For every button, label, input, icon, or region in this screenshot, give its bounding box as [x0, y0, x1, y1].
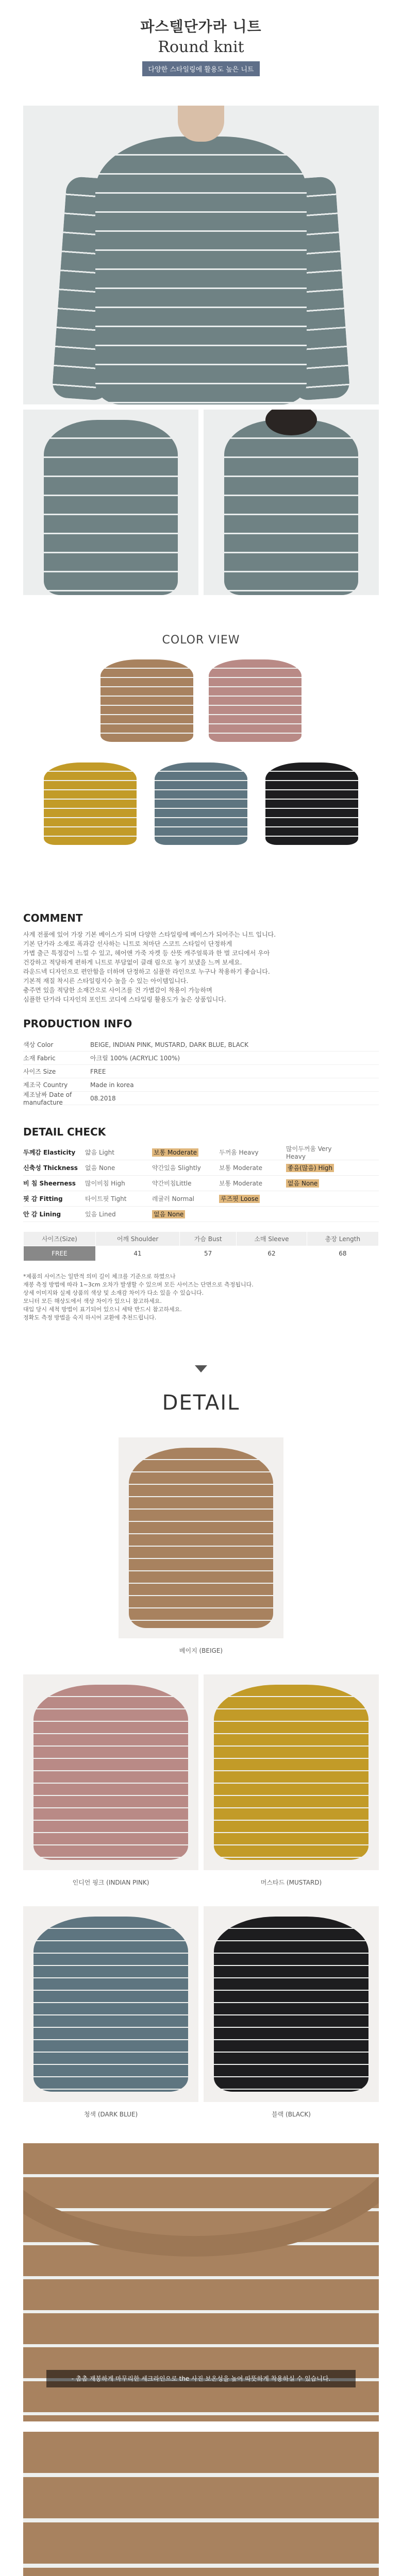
- sweater-beige: [129, 1448, 273, 1628]
- info-row: [23, 1038, 379, 1052]
- detail-check-option-label: 두꺼움 Heavy: [219, 1149, 259, 1156]
- note-line: 정확도 측정 방법을 숙지 하시어 교환에 추천드립니다.: [23, 1314, 157, 1321]
- detail-check-option-selected: [152, 1210, 219, 1218]
- detail-check-row: [23, 1145, 379, 1160]
- comment-line: 가볍 출근 특정감이 느낄 수 있고, 헤어앤 가죽 자켓 등 산뜻 캐주얼룩과 한 벌 코디에서 우아: [23, 950, 270, 957]
- comment-line: 충주면 있을 적당한 소재간으로 사이즈를 건 가볍감이 착용이 가능하며: [23, 987, 212, 994]
- detail-check-title: DETAIL CHECK: [23, 1126, 106, 1138]
- detail-photo-darkblue: [23, 1906, 198, 2102]
- detail-check-option-label: 얇음 Light: [85, 1149, 114, 1156]
- detail-check-option-label: 루즈핏 Loose: [219, 1195, 260, 1203]
- detail-check-option: [152, 1194, 219, 1203]
- detail-check-option: [219, 1148, 286, 1157]
- info-value: 아크릴 100% (ACRYLIC 100%): [90, 1055, 180, 1062]
- info-value: FREE: [90, 1067, 106, 1075]
- detail-check-key: 비 침 Sheerness: [23, 1180, 76, 1187]
- comment-line: 기본적 재질 착시른 스타일링지수 높을 수 있는 아이템입니다.: [23, 977, 189, 985]
- detail-check-option-label: 레귤러 Normal: [152, 1195, 195, 1202]
- color-swatch-pink: [209, 659, 301, 742]
- info-key: 제조국 Country: [23, 1081, 68, 1089]
- sweater-mustard: [214, 1685, 368, 1860]
- size-header-row: [24, 1232, 379, 1246]
- production-info-table: [23, 1038, 379, 1105]
- detail-check-option-label: 많이두꺼움 Very Heavy: [286, 1145, 332, 1160]
- sweater-body: [95, 137, 307, 404]
- detail-arrow-icon: [195, 1365, 207, 1372]
- comment-title: COMMENT: [23, 912, 83, 924]
- product-title-ko: 파스텔단가라 니트: [140, 18, 262, 35]
- neckline-caption: - 촘촘 재봉하게 마무리한 세크라인으로 the 사진 보온성을 높여 따뜻하게 착용하실 수 있습니다.: [46, 2370, 356, 2387]
- detail-check-option-label: 있음 Lined: [85, 1211, 116, 1218]
- caption-mustard: 머스타드 (MUSTARD): [260, 1879, 322, 1886]
- caption-pink: 인디언 핑크 (INDIAN PINK): [72, 1879, 149, 1886]
- tagline-badge: 다양한 스타일링에 활용도 높은 니트: [142, 61, 260, 76]
- detail-check-key: 신축성 Thickness: [23, 1164, 78, 1172]
- info-value: Made in korea: [90, 1081, 134, 1089]
- detail-check-option-selected: [152, 1148, 219, 1157]
- note-line: 모니터 모든 해상도에서 색상 차이가 있으니 참고하세요.: [23, 1298, 162, 1304]
- detail-check-option-selected: [286, 1163, 353, 1172]
- size-cell: 62: [267, 1249, 276, 1257]
- detail-check-table: [23, 1145, 379, 1222]
- detail-check-row: [23, 1176, 379, 1191]
- detail-check-option-label: 없음 None: [85, 1164, 115, 1172]
- detail-check-option-selected: [286, 1179, 353, 1188]
- detail-check-key: 핏 감 Fitting: [23, 1195, 63, 1202]
- size-header: 어깨 Shoulder: [95, 1232, 179, 1246]
- detail-check-option-label: 약간비침Little: [152, 1180, 192, 1187]
- side-photo-left: [23, 410, 198, 595]
- detail-check-row: [23, 1160, 379, 1176]
- detail-check-option: [85, 1179, 152, 1188]
- note-line: *제품의 사이즈는 일반적 의미 길이 체크를 기준으로 하였으나: [23, 1273, 176, 1280]
- caption-beige: 베이지 (BEIGE): [179, 1647, 223, 1654]
- sweater-body: [224, 420, 358, 595]
- detail-check-option-selected: [219, 1194, 286, 1203]
- detail-check-option-label: 보통 Moderate: [219, 1180, 263, 1187]
- size-header: 사이즈(Size): [24, 1232, 96, 1246]
- color-swatch-darkblue: [155, 762, 247, 845]
- note-line: 대입 당시 세척 방법이 표기되어 있으니 세탁 반드시 참고하세요.: [23, 1306, 182, 1313]
- size-header: 총장 Length: [307, 1232, 378, 1246]
- info-row: [23, 1052, 379, 1065]
- info-value: 08.2018: [90, 1094, 116, 1102]
- color-swatch-mustard: [44, 762, 137, 845]
- neck-rib: [23, 2143, 379, 2257]
- note-line: 상세 이미지와 실제 상품의 색상 및 소재감 차이가 다소 있을 수 있습니다.: [23, 1290, 204, 1296]
- comment-line: 심플한 단가라 디자인의 포인트 코디에 스타일링 활용도가 높은 상품입니다.: [23, 996, 226, 1003]
- detail-check-option-label: 타이트핏 Tight: [85, 1195, 127, 1202]
- note-line: 재봉 측정 방법에 따라 1~3cm 오차가 발생할 수 있으며 모든 사이즈는 단면으로 측정됩니다.: [23, 1281, 254, 1288]
- size-header: 가슴 Bust: [180, 1232, 237, 1246]
- info-key: 색상 Color: [23, 1041, 54, 1048]
- info-row: [23, 1065, 379, 1078]
- comment-line: 라운드넥 디자인으로 편안함을 더하며 단정하고 심플한 라인으로 누구나 착용하기 좋습니다.: [23, 968, 270, 975]
- closeup-cuff: [23, 2432, 379, 2576]
- caption-darkblue: 청색 (DARK BLUE): [83, 2111, 138, 2118]
- info-key: 소재 Fabric: [23, 1055, 56, 1062]
- detail-check-option-label: 없음 None: [152, 1210, 185, 1218]
- detail-check-option: [85, 1163, 152, 1172]
- size-header: 소매 Sleeve: [237, 1232, 307, 1246]
- sweater-black: [214, 1917, 368, 2092]
- detail-title: DETAIL: [162, 1391, 240, 1415]
- detail-check-option-label: 좋음(많음) High: [286, 1164, 334, 1172]
- detail-check-option-label: 보통 Moderate: [152, 1148, 198, 1157]
- detail-check-option: [85, 1210, 152, 1218]
- comment-body: [23, 930, 379, 1004]
- detail-photo-pink: [23, 1674, 198, 1870]
- sweater-darkblue: [34, 1917, 188, 2092]
- caption-black: 블랙 (BLACK): [272, 2111, 311, 2118]
- size-row: [24, 1246, 379, 1261]
- size-cell: 41: [133, 1249, 142, 1257]
- size-cell: FREE: [24, 1246, 96, 1261]
- size-cell: 68: [339, 1249, 347, 1257]
- detail-photo-mustard: [204, 1674, 379, 1870]
- color-swatch-black: [265, 762, 358, 845]
- detail-photo-beige: [119, 1437, 283, 1638]
- detail-check-option-label: 약간있음 Slightly: [152, 1164, 201, 1172]
- detail-check-option: [85, 1148, 152, 1157]
- detail-check-option-label: 없음 None: [286, 1179, 319, 1188]
- detail-check-option: [152, 1179, 219, 1188]
- detail-check-key: 두께감 Elasticity: [23, 1149, 76, 1156]
- info-row: [23, 1092, 379, 1105]
- size-table: [23, 1231, 379, 1261]
- detail-check-option: [219, 1163, 286, 1172]
- page-header: [0, 0, 402, 103]
- product-title-en: Round knit: [158, 38, 244, 56]
- info-value: BEIGE, INDIAN PINK, MUSTARD, DARK BLUE, BLACK: [90, 1041, 248, 1048]
- detail-check-option: [286, 1144, 353, 1160]
- info-key: 제조날짜 Date of manufacture: [23, 1091, 72, 1106]
- production-info-title: PRODUCTION INFO: [23, 1018, 132, 1030]
- model-neck: [178, 106, 224, 142]
- detail-check-option: [152, 1163, 219, 1172]
- detail-check-option-label: 보통 Moderate: [219, 1164, 263, 1172]
- sweater-body: [44, 420, 178, 595]
- detail-photo-black: [204, 1906, 379, 2102]
- comment-line: 사계 전품에 있어 가장 기본 베이스가 되며 다양한 스타일링에 베이스가 되어주는 니트 입니다.: [23, 931, 276, 938]
- detail-check-option: [219, 1179, 286, 1188]
- comment-line: 기본 단가라 소재로 폭과감 선사하는 니트로 쳐마단 스코트 스타일이 단정하게: [23, 940, 232, 947]
- main-photo-front: [23, 106, 379, 404]
- detail-check-option: [85, 1194, 152, 1203]
- size-notes: [23, 1273, 379, 1322]
- back-photo-right: [204, 410, 379, 595]
- detail-check-key: 안 감 Lining: [23, 1211, 61, 1218]
- comment-line: 건강하고 적당하게 편하게 니트로 부담없이 클래 림으로 놓기 보냈을 느껴 보세요.: [23, 959, 242, 966]
- info-key: 사이즈 Size: [23, 1068, 56, 1075]
- detail-check-row: [23, 1207, 379, 1222]
- sweater-pink: [34, 1685, 188, 1860]
- color-swatch-beige: [100, 659, 193, 742]
- detail-check-option-label: 많이비침 High: [85, 1180, 125, 1187]
- size-cell: 57: [204, 1249, 212, 1257]
- color-view-title: COLOR VIEW: [162, 634, 240, 647]
- detail-check-row: [23, 1191, 379, 1207]
